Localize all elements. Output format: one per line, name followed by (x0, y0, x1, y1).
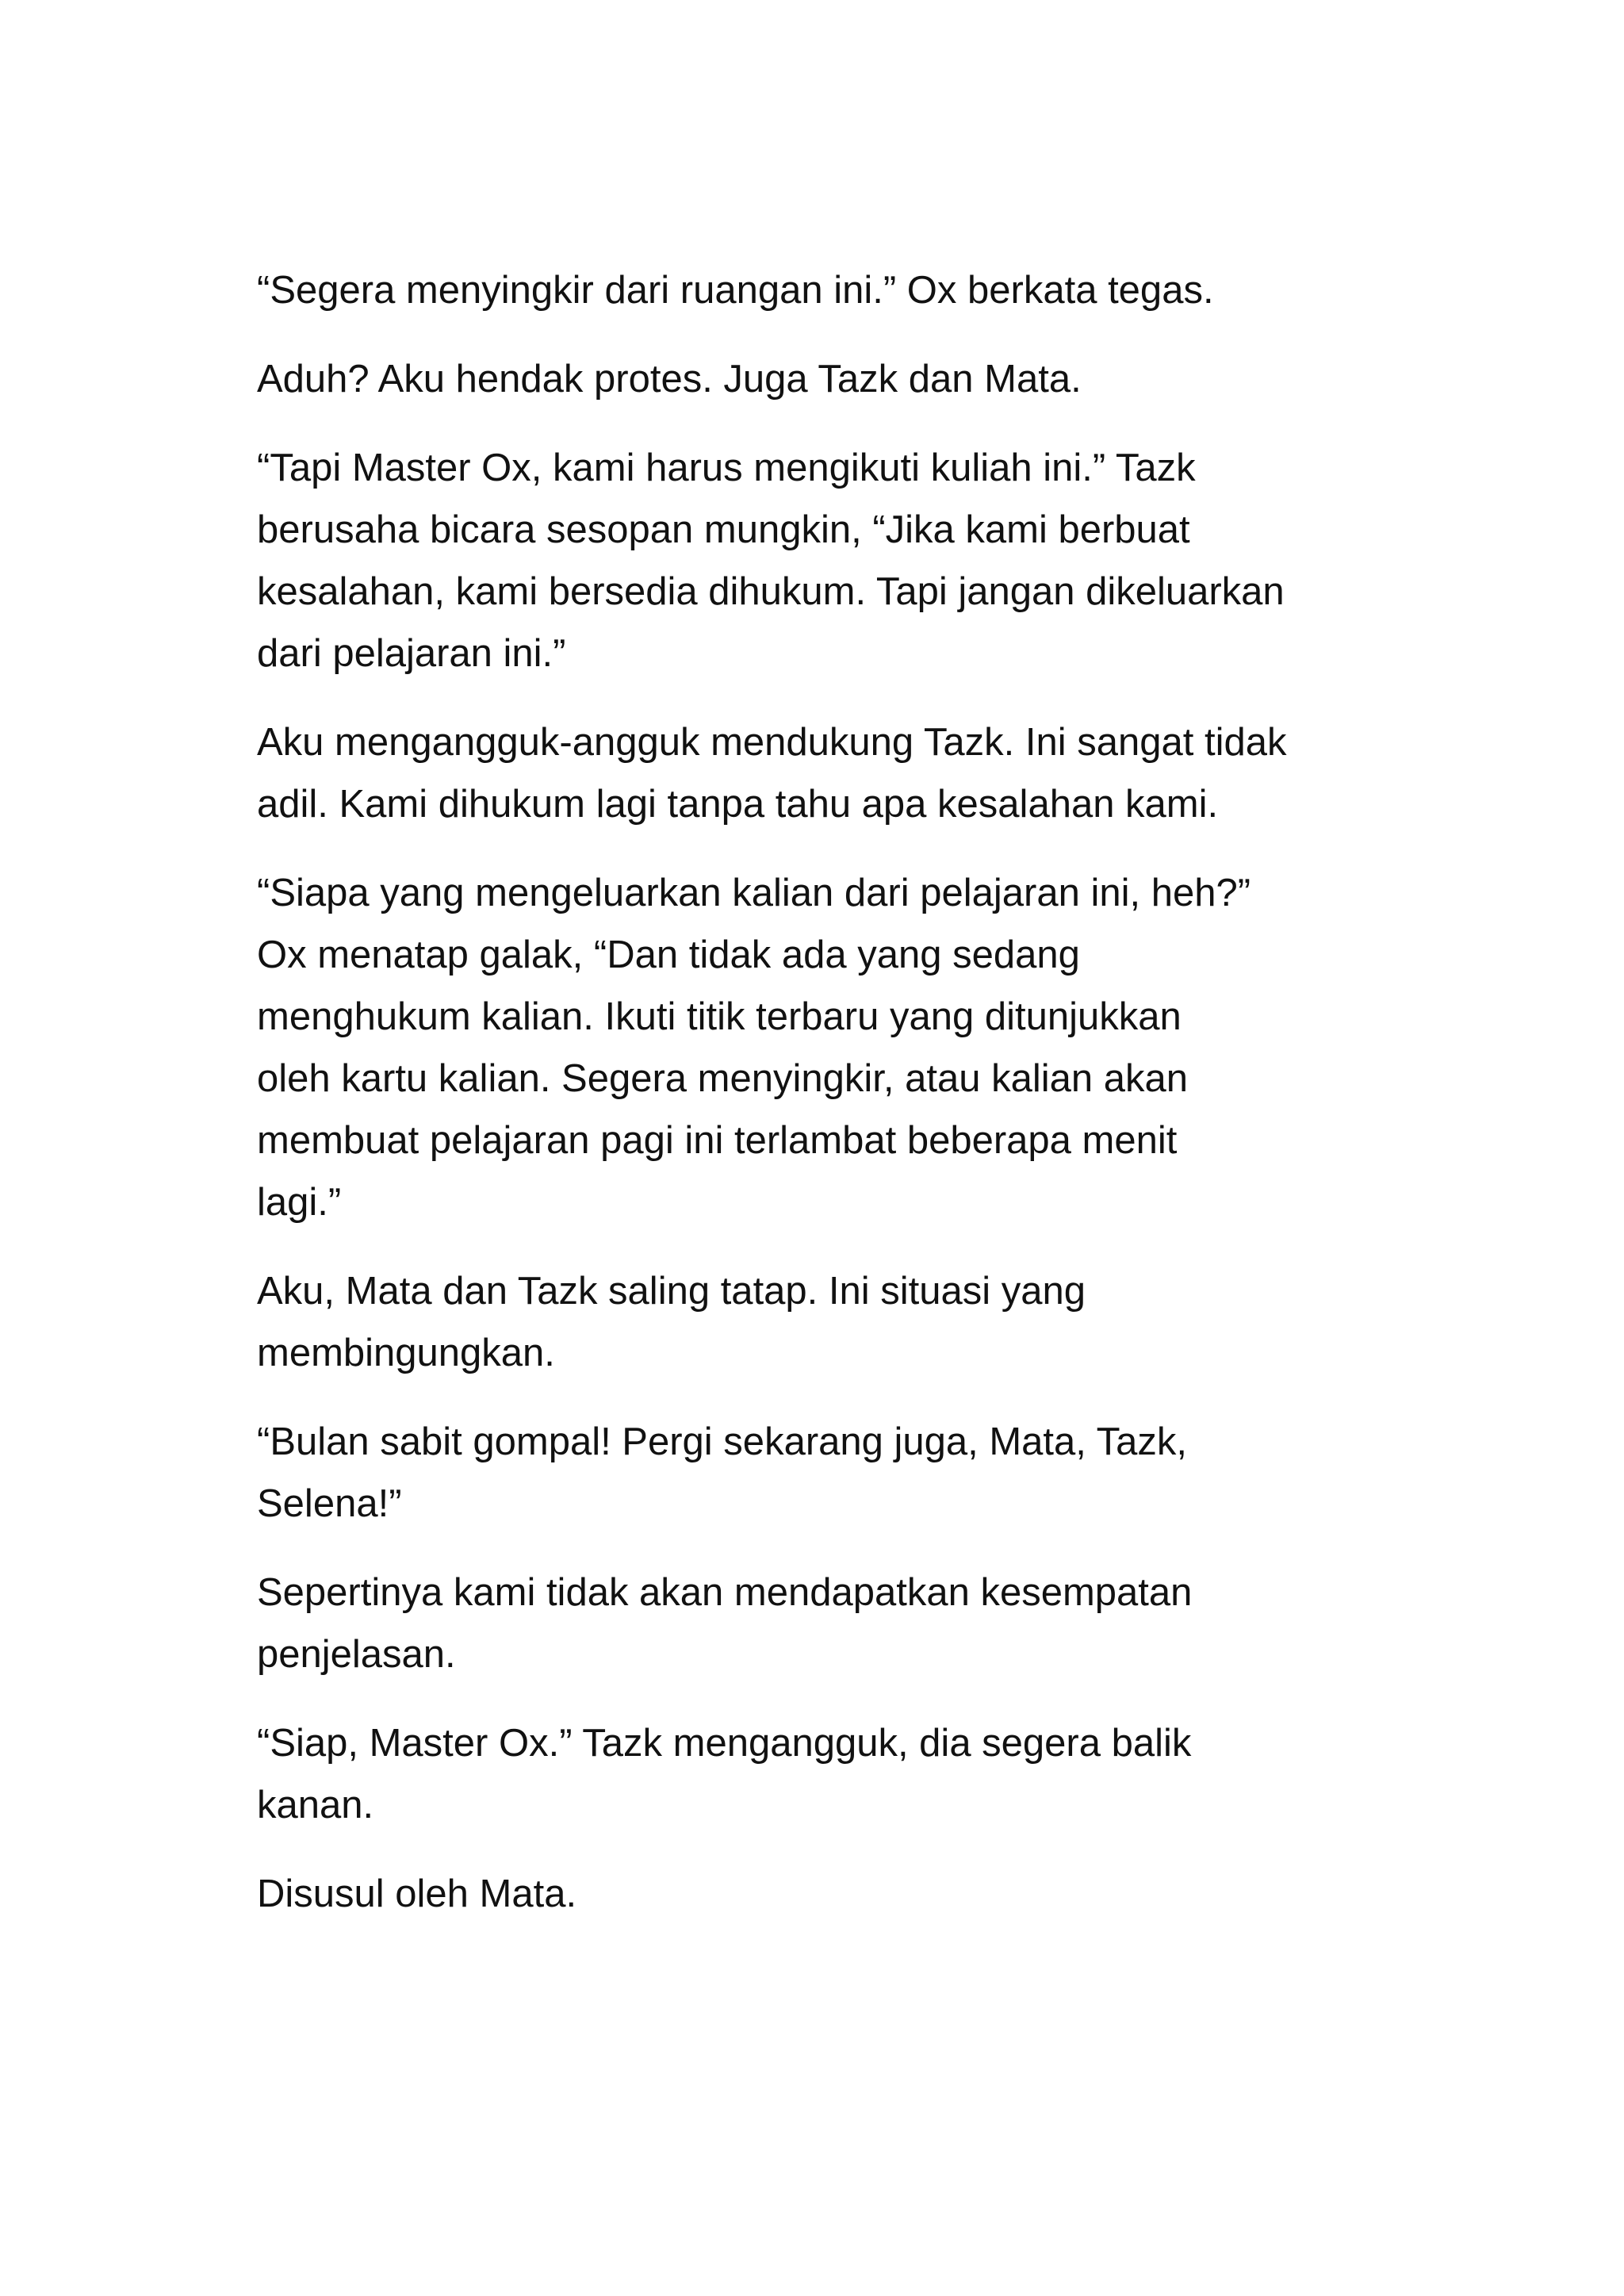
paragraph: “Siap, Master Ox.” Tazk mengangguk, dia segera balik kanan. (257, 1722, 1192, 1826)
paragraph: “Tapi Master Ox, kami harus mengikuti kuliah ini.” Tazk berusaha bicara sesopan mungkin, “Jika kami berbuat kesalahan, kami bersedia dihukum. Tapi jangan dikeluarkan dari pelajaran ini.” (257, 447, 1285, 675)
paragraph: Aduh? Aku hendak protes. Juga Tazk dan Mata. (257, 358, 1082, 401)
body-text (257, 259, 1383, 1952)
paragraph: Sepertinya kami tidak akan mendapatkan kesempatan penjelasan. (257, 1571, 1193, 1676)
paragraph: “Segera menyingkir dari ruangan ini.” Ox berkata tegas. (257, 269, 1214, 312)
paragraph: “Bulan sabit gompal! Pergi sekarang juga, Mata, Tazk, Selena!” (257, 1420, 1188, 1525)
paragraph: Aku, Mata dan Tazk saling tatap. Ini situasi yang membingungkan. (257, 1270, 1086, 1374)
paragraph: Disusul oleh Mata. (257, 1872, 577, 1915)
paragraph: Aku mengangguk-angguk mendukung Tazk. Ini sangat tidak adil. Kami dihukum lagi tanpa tahu apa kesalahan kami. (257, 721, 1287, 826)
paragraph: “Siapa yang mengeluarkan kalian dari pelajaran ini, heh?” Ox menatap galak, “Dan tidak ada yang sedang menghukum kalian. Ikuti titik terbaru yang ditunjukkan oleh kartu kalian. Segera menyingkir, atau kalian akan membuat pelajaran pagi ini terlambat beberapa menit lagi.” (257, 872, 1251, 1224)
